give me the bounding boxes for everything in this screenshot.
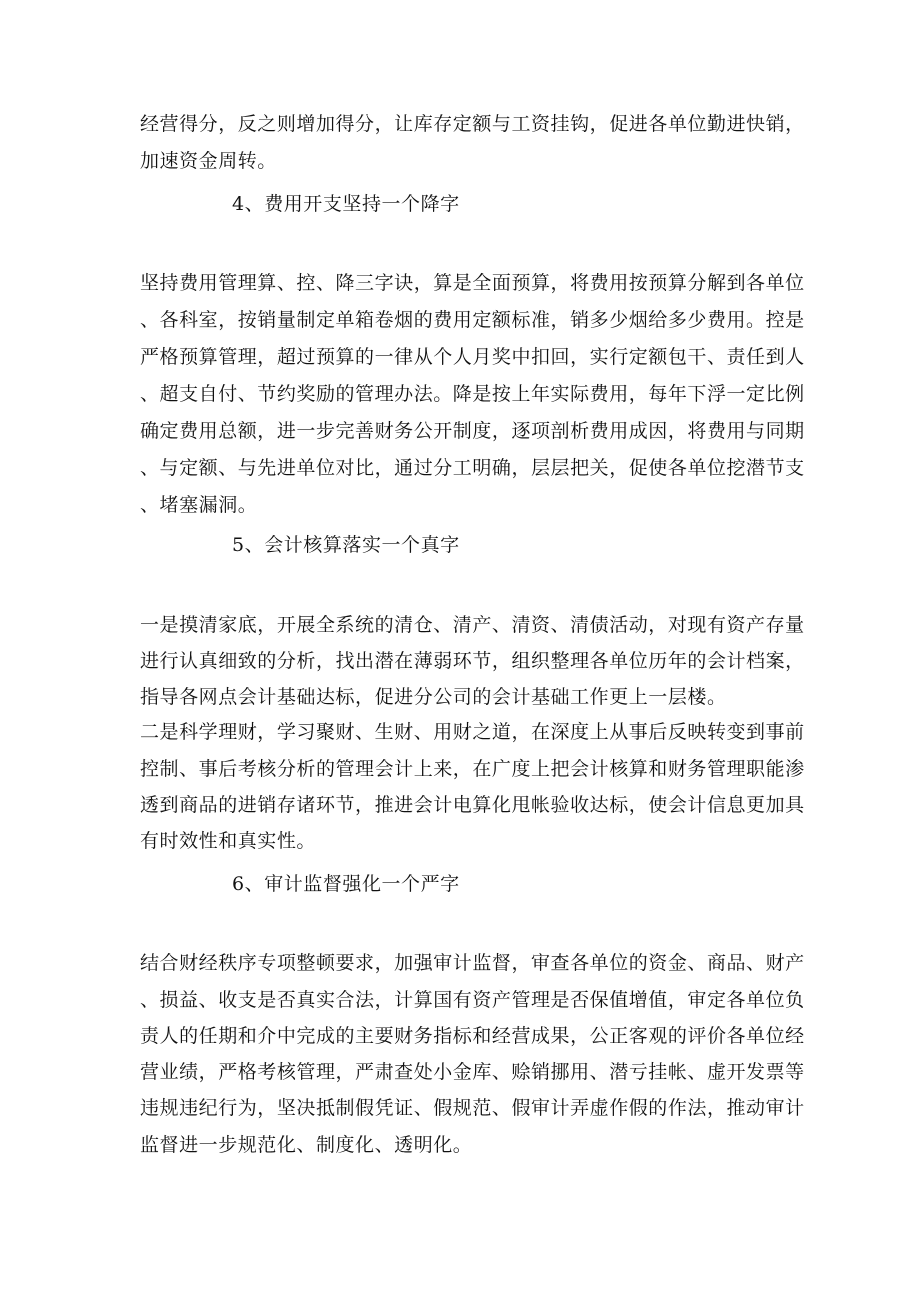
body-line: 、与定额、与先进单位对比，通过分工明确，层层把关，促使各单位挖潜节支	[140, 457, 805, 479]
section-heading-6: 6、审计监督强化一个严字	[232, 873, 460, 895]
body-line: 责人的任期和介中完成的主要财务指标和经营成果，公正客观的评价各单位经	[140, 1025, 805, 1047]
body-line: 、损益、收支是否真实合法，计算国有资产管理是否保值增值，审定各单位负	[140, 989, 805, 1011]
body-line: 坚持费用管理算、控、降三字诀，算是全面预算，将费用按预算分解到各单位	[140, 272, 805, 294]
body-line: 一是摸清家底，开展全系统的清仓、清产、清资、清债活动，对现有资产存量	[140, 614, 805, 636]
body-line: 控制、事后考核分析的管理会计上来，在广度上把会计核算和财务管理职能渗	[140, 758, 805, 780]
body-line: 确定费用总额，进一步完善财务公开制度，逐项剖析费用成因，将费用与同期	[140, 420, 805, 442]
section-heading-4: 4、费用开支坚持一个降字	[232, 193, 460, 215]
body-line: 、超支自付、节约奖励的管理办法。降是按上年实际费用，每年下浮一定比例	[140, 383, 805, 405]
body-line: 严格预算管理，超过预算的一律从个人月奖中扣回，实行定额包干、责任到人	[140, 346, 805, 368]
body-line: 监督进一步规范化、制度化、透明化。	[140, 1134, 473, 1156]
body-line: 进行认真细致的分析，找出潜在薄弱环节，组织整理各单位历年的会计档案，	[140, 650, 805, 672]
body-line: 、堵塞漏洞。	[140, 494, 258, 516]
body-line: 指导各网点会计基础达标，促进分公司的会计基础工作更上一层楼。	[140, 686, 727, 708]
body-line: 经营得分，反之则增加得分，让库存定额与工资挂钩，促进各单位勤进快销，	[140, 113, 805, 135]
body-line: 、各科室，按销量制定单箱卷烟的费用定额标准，销多少烟给多少费用。控是	[140, 309, 805, 331]
body-line: 二是科学理财，学习聚财、生财、用财之道，在深度上从事后反映转变到事前	[140, 721, 805, 743]
body-line: 结合财经秩序专项整顿要求，加强审计监督，审查各单位的资金、商品、财产	[140, 952, 805, 974]
section-heading-5: 5、会计核算落实一个真字	[232, 534, 460, 556]
body-line: 有时效性和真实性。	[140, 830, 316, 852]
body-line: 透到商品的进销存诸环节，推进会计电算化甩帐验收达标，使会计信息更加具	[140, 794, 805, 816]
body-line: 违规违纪行为，坚决抵制假凭证、假规范、假审计弄虚作假的作法，推动审计	[140, 1097, 805, 1119]
body-line: 加速资金周转。	[140, 150, 277, 172]
body-line: 营业绩，严格考核管理，严肃查处小金库、赊销挪用、潜亏挂帐、虚开发票等	[140, 1061, 805, 1083]
